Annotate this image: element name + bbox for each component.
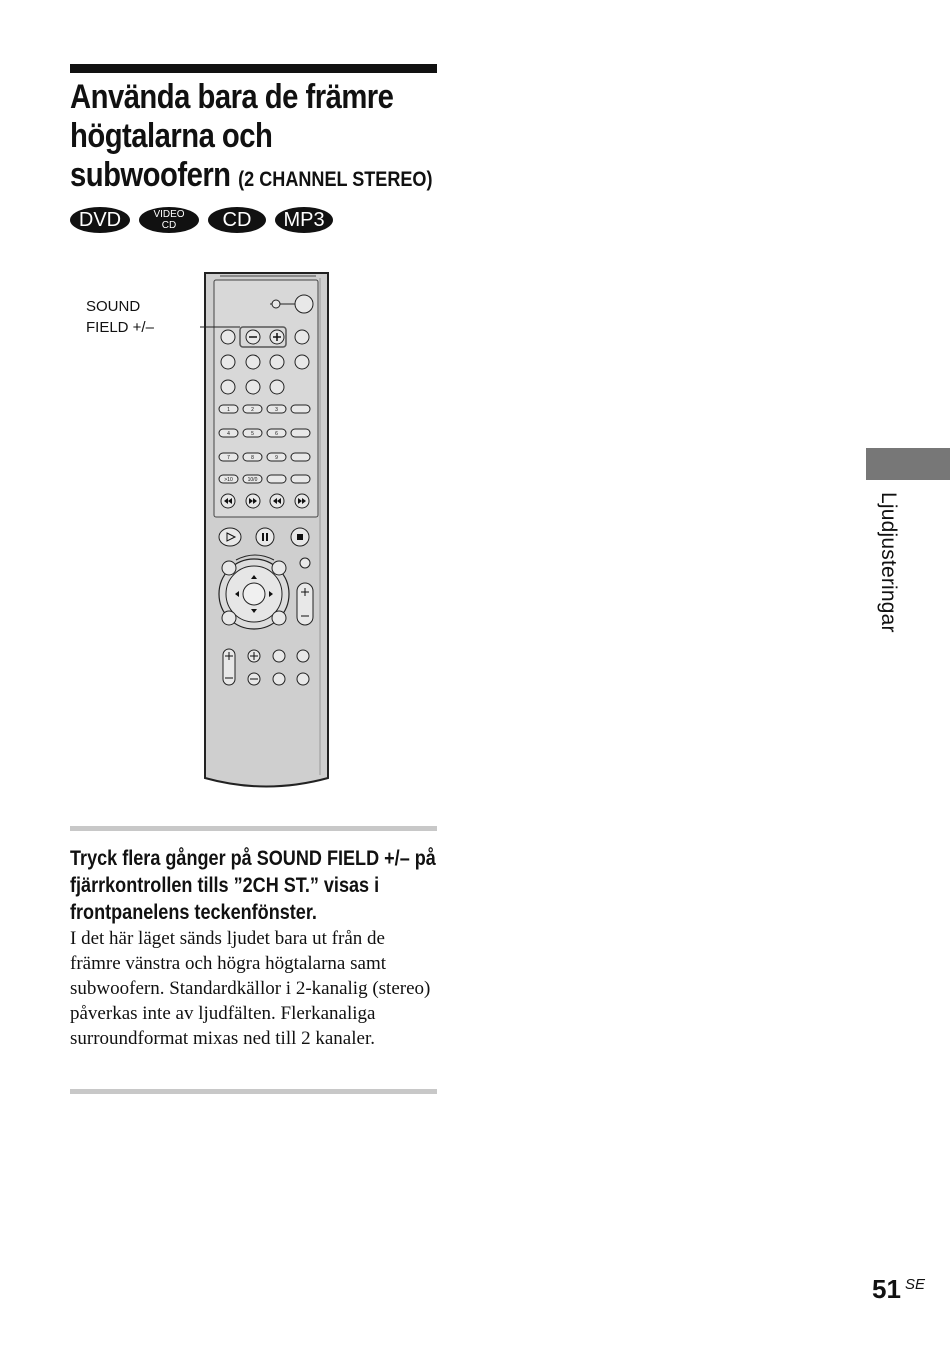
section-rule-top: [70, 826, 437, 831]
key-8: 8: [251, 455, 254, 461]
title-line-3: subwoofern: [70, 156, 231, 194]
key-2: 2: [251, 407, 254, 413]
page-suffix: SE: [905, 1276, 926, 1293]
title-line-1: Använda bara de främre: [70, 78, 394, 116]
badge-video-cd-line2: CD: [161, 220, 177, 231]
badge-video-cd-line1: VIDEO: [153, 209, 185, 220]
title-mode: (2 CHANNEL STEREO): [238, 168, 433, 191]
key-1: 1: [227, 407, 230, 413]
key-6: 6: [275, 431, 278, 437]
key-7: 7: [227, 455, 230, 461]
callout-line-1: SOUND: [86, 298, 141, 315]
page-title: [70, 78, 433, 199]
callout-line-2: FIELD +/–: [86, 319, 154, 336]
title-line-2: högtalarna och: [70, 117, 273, 155]
key-10-0: 10/0: [247, 477, 258, 483]
sound-field-callout: [86, 296, 154, 338]
badge-mp3: MP3: [275, 207, 333, 233]
page-number: 51: [872, 1274, 901, 1304]
key-3: 3: [275, 407, 278, 413]
key-5: 5: [251, 431, 254, 437]
key-9: 9: [275, 455, 278, 461]
badge-dvd: DVD: [70, 207, 130, 233]
remote-control-illustration: [200, 270, 335, 790]
key-gt10: >10: [224, 477, 233, 483]
chapter-tab: [866, 448, 950, 480]
badge-cd: CD: [208, 207, 266, 233]
pause-icon: [256, 528, 274, 546]
title-rule: [70, 64, 437, 73]
chapter-label: Ljudjusteringar: [877, 492, 900, 633]
play-icon: [219, 528, 241, 546]
step-instruction: Tryck flera gånger på SOUND FIELD +/– på fjärrkontrollen tills ”2CH ST.” visas i frontpanelens teckenfönster.: [70, 847, 436, 924]
section-rule-bottom: [70, 1089, 437, 1094]
power-button-icon: [295, 295, 313, 313]
key-4: 4: [227, 431, 230, 437]
badge-video-cd: [139, 207, 199, 233]
step-description: I det här läget sänds ljudet bara ut från de främre vänstra och högra högtalarna samt subwoofern. Standardkällor i 2-kanalig (stereo) påverkas inte av ljudfälten. Flerkanaliga surroundformat mixas ned till 2 kanaler.: [70, 928, 431, 1049]
